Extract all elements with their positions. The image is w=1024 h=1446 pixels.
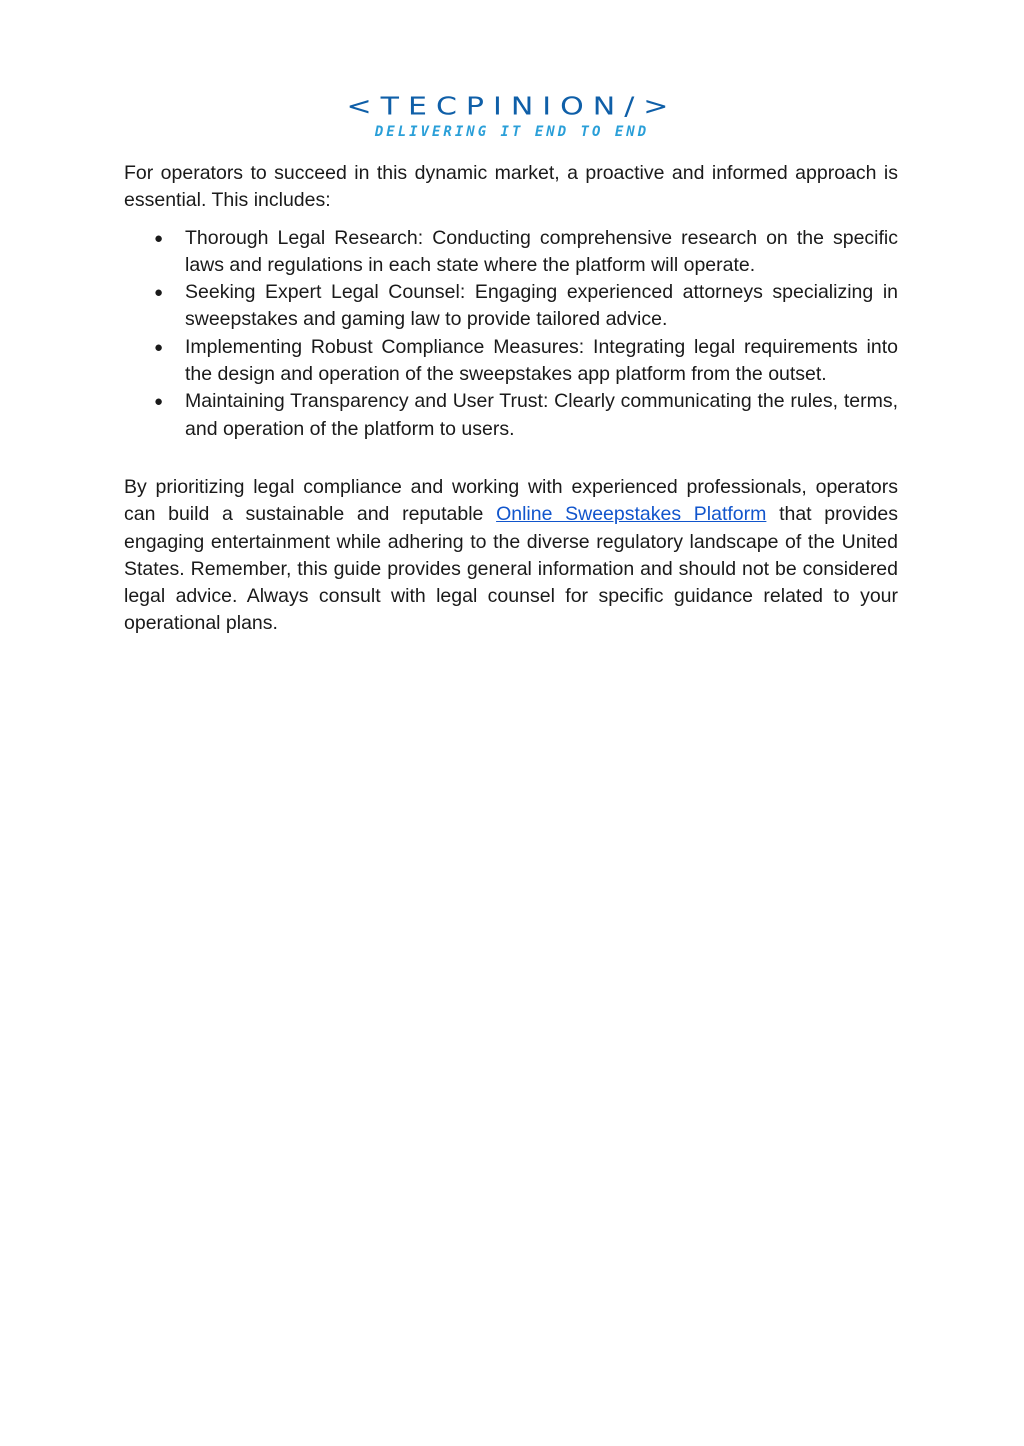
bullet-icon: ●	[154, 229, 164, 247]
list-item-text: Maintaining Transparency and User Trust: Clearly communicating the rules, terms, and operation of the platform to users.	[185, 390, 898, 440]
bullet-icon: ●	[154, 393, 164, 411]
intro-paragraph: For operators to succeed in this dynamic market, a proactive and informed approach is essential. This includes:	[124, 162, 898, 212]
closing-text-before-link: By prioritizing legal compliance and working with experienced professionals, operators can build a sustainable and reputable	[124, 475, 898, 526]
list-item-text: Seeking Expert Legal Counsel: Engaging experienced attorneys specializing in sweepstakes and gaming law to provide tailored advice.	[185, 281, 898, 331]
logo-tagline: DELIVERING IT END TO END	[374, 124, 650, 140]
list-item	[124, 279, 898, 334]
list-item	[124, 334, 898, 389]
list-item	[124, 388, 898, 443]
closing-paragraph	[124, 474, 898, 638]
bullet-list	[124, 225, 898, 443]
list-item-text: Implementing Robust Compliance Measures: Integrating legal requirements into the design and operation of the sweepstakes app platform from the outset.	[185, 335, 898, 386]
list-item	[124, 225, 898, 280]
logo-wordmark: <TECPINION/>	[346, 92, 678, 121]
document-body	[124, 160, 898, 638]
list-item-text: Thorough Legal Research: Conducting comprehensive research on the specific laws and regulations in each state where the platform will operate.	[185, 226, 898, 276]
closing-text-after-link: that provides engaging entertainment while adhering to the diverse regulatory landscape of the United States. Remember, this guide provides general information and should not be considered legal advice. Always consult with legal counsel for specific guidance related to your operational plans.	[124, 503, 898, 635]
bullet-icon: ●	[154, 284, 164, 302]
bullet-icon: ●	[154, 338, 164, 356]
company-logo	[0, 92, 1024, 140]
online-sweepstakes-platform-link[interactable]: Online Sweepstakes Platform	[496, 503, 767, 526]
